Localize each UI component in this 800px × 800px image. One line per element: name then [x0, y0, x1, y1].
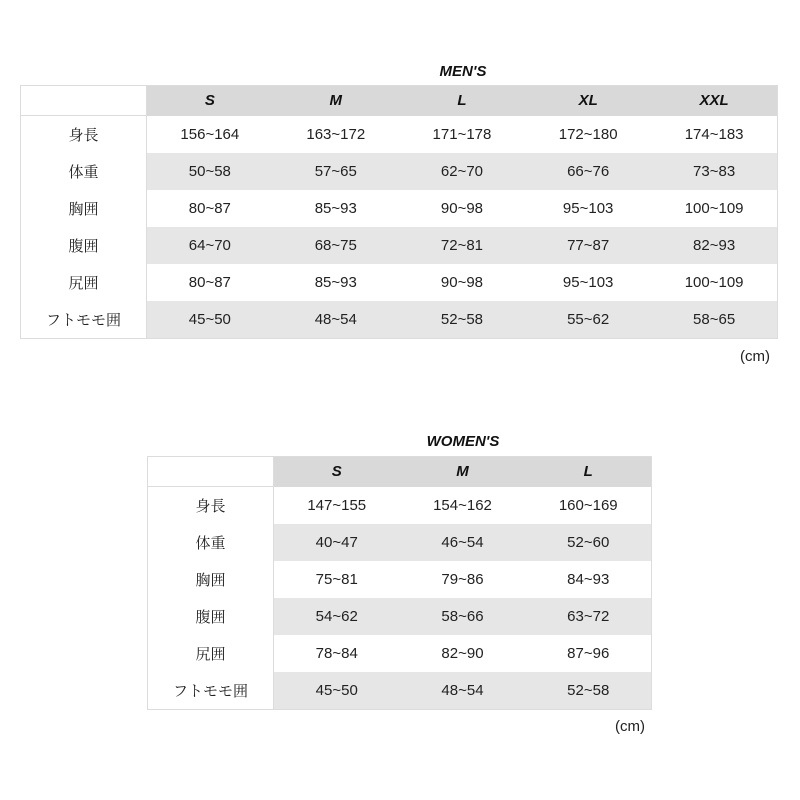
table-cell: 172~180	[525, 116, 651, 154]
table-cell: 64~70	[147, 227, 273, 264]
table-cell: 73~83	[651, 153, 777, 190]
table-cell: 75~81	[274, 561, 400, 598]
row-label: 体重	[21, 153, 147, 190]
table-cell: 100~109	[651, 264, 777, 301]
row-label: フトモモ囲	[21, 301, 147, 339]
table-cell: 163~172	[273, 116, 399, 154]
table-row	[148, 524, 652, 561]
table-cell: 80~87	[147, 190, 273, 227]
womens-unit-label: (cm)	[615, 718, 645, 735]
table-row	[148, 598, 652, 635]
table-cell: 174~183	[651, 116, 777, 154]
table-row	[21, 227, 778, 264]
row-label: 腹囲	[148, 598, 274, 635]
table-cell: 72~81	[399, 227, 525, 264]
table-cell: 80~87	[147, 264, 273, 301]
row-label: 身長	[148, 487, 274, 525]
table-row	[21, 153, 778, 190]
table-row	[148, 487, 652, 525]
row-label: 体重	[148, 524, 274, 561]
table-cell: 79~86	[400, 561, 526, 598]
table-row	[148, 635, 652, 672]
womens-header-row	[148, 457, 652, 487]
row-label: 胸囲	[21, 190, 147, 227]
table-cell: 45~50	[147, 301, 273, 339]
table-cell: 154~162	[400, 487, 526, 525]
table-cell: 46~54	[400, 524, 526, 561]
row-label: フトモモ囲	[148, 672, 274, 710]
table-cell: 160~169	[526, 487, 652, 525]
mens-size-header: M	[273, 86, 399, 116]
table-cell: 45~50	[274, 672, 400, 710]
mens-header-row	[21, 86, 778, 116]
womens-size-header: S	[274, 457, 400, 487]
table-cell: 100~109	[651, 190, 777, 227]
row-label: 胸囲	[148, 561, 274, 598]
table-cell: 58~65	[651, 301, 777, 339]
table-cell: 156~164	[147, 116, 273, 154]
table-cell: 57~65	[273, 153, 399, 190]
table-cell: 48~54	[273, 301, 399, 339]
mens-title: MEN'S	[439, 63, 487, 80]
table-cell: 55~62	[525, 301, 651, 339]
mens-unit-label: (cm)	[740, 348, 770, 365]
table-row	[148, 672, 652, 710]
womens-size-header: M	[400, 457, 526, 487]
womens-size-table	[147, 456, 652, 710]
table-cell: 63~72	[526, 598, 652, 635]
mens-size-header: L	[399, 86, 525, 116]
table-cell: 68~75	[273, 227, 399, 264]
table-cell: 52~58	[526, 672, 652, 710]
table-cell: 85~93	[273, 264, 399, 301]
mens-size-header: S	[147, 86, 273, 116]
table-cell: 54~62	[274, 598, 400, 635]
womens-title: WOMEN'S	[426, 433, 500, 450]
table-row	[21, 116, 778, 154]
table-cell: 90~98	[399, 264, 525, 301]
table-cell: 48~54	[400, 672, 526, 710]
row-label: 腹囲	[21, 227, 147, 264]
table-cell: 52~60	[526, 524, 652, 561]
table-cell: 87~96	[526, 635, 652, 672]
womens-size-header: L	[526, 457, 652, 487]
womens-header-corner	[148, 457, 274, 487]
row-label: 尻囲	[21, 264, 147, 301]
table-cell: 40~47	[274, 524, 400, 561]
table-cell: 147~155	[274, 487, 400, 525]
row-label: 身長	[21, 116, 147, 154]
table-cell: 52~58	[399, 301, 525, 339]
table-cell: 78~84	[274, 635, 400, 672]
table-cell: 62~70	[399, 153, 525, 190]
mens-header-corner	[21, 86, 147, 116]
row-label: 尻囲	[148, 635, 274, 672]
table-cell: 85~93	[273, 190, 399, 227]
table-cell: 82~93	[651, 227, 777, 264]
table-row	[21, 264, 778, 301]
table-cell: 50~58	[147, 153, 273, 190]
table-cell: 84~93	[526, 561, 652, 598]
mens-size-header: XL	[525, 86, 651, 116]
table-cell: 82~90	[400, 635, 526, 672]
table-row	[148, 561, 652, 598]
table-cell: 171~178	[399, 116, 525, 154]
mens-size-header: XXL	[651, 86, 777, 116]
table-row	[21, 190, 778, 227]
table-cell: 95~103	[525, 264, 651, 301]
table-cell: 95~103	[525, 190, 651, 227]
mens-size-table	[20, 85, 778, 339]
table-cell: 66~76	[525, 153, 651, 190]
table-cell: 77~87	[525, 227, 651, 264]
table-row	[21, 301, 778, 339]
table-cell: 90~98	[399, 190, 525, 227]
table-cell: 58~66	[400, 598, 526, 635]
